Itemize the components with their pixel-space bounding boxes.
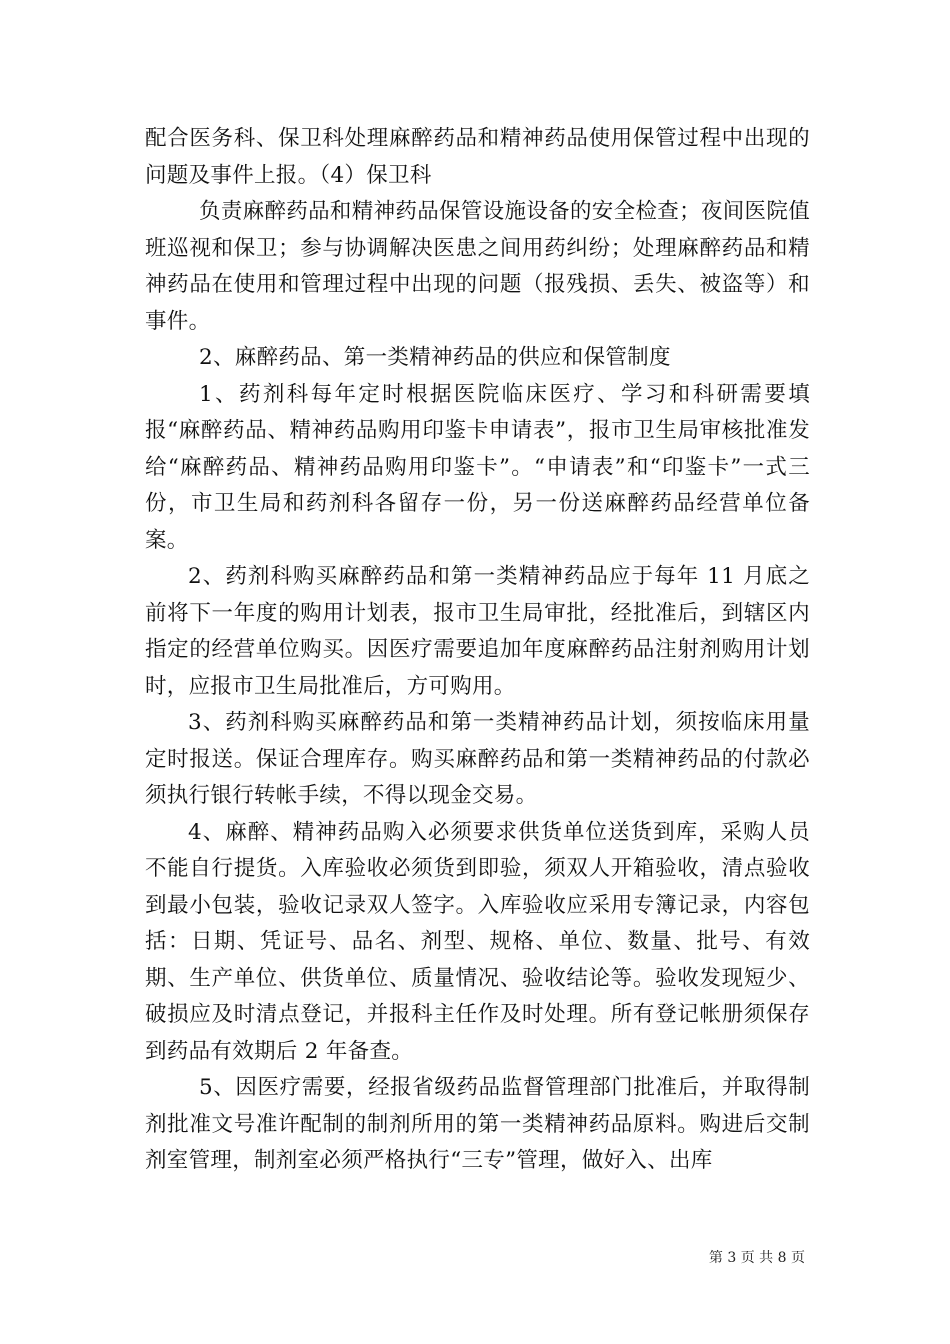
paragraph-item-4: 4、麻醉、精神药品购入必须要求供货单位送货到库，采购人员不能自行提货。入库验收必须货到即验，须双人开箱验收，清点验收到最小包装，验收记录双人签字。入库验收应采用专簿记录，内容包括：日期、凭证号、品名、剂型、规格、单位、数量、批号、有效期、生产单位、供货单位、质量情况、验收结论等。验收发现短少、破损应及时清点登记，并报科主任作及时处理。所有登记帐册须保存到药品有效期后 2 年备查。 [145,819,810,1064]
paragraph-item-2: 2、药剂科购买麻醉药品和第一类精神药品应于每年 11 月底之前将下一年度的购用计划表，报市卫生局审批，经批准后，到辖区内指定的经营单位购买。因医疗需要追加年度麻醉药品注射剂购用计划时，应报市卫生局批准后，方可购用。 [145,564,810,699]
paragraph-item-5: 5、因医疗需要，经报省级药品监督管理部门批准后，并取得制剂批准文号准许配制的制剂所用的第一类精神药品原料。购进后交制剂室管理，制剂室必须严格执行“三专”管理，做好入、出库 [145,1075,810,1173]
paragraph-continuation: 配合医务科、保卫科处理麻醉药品和精神药品使用保管过程中出现的问题及事件上报。（4）保卫科 [145,126,810,188]
paragraph-security-duties: 负责麻醉药品和精神药品保管设施设备的安全检查；夜间医院值班巡视和保卫；参与协调解决医患之间用药纠纷；处理麻醉药品和精神药品在使用和管理过程中出现的问题（报残损、丢失、被盗等）和事件。 [145,199,810,334]
section-heading: 2、麻醉药品、第一类精神药品的供应和保管制度 [199,345,671,370]
page-number-footer: 第 3 页 共 8 页 [708,1250,805,1266]
document-body [145,121,810,1180]
paragraph-item-3: 3、药剂科购买麻醉药品和第一类精神药品计划，须按临床用量定时报送。保证合理库存。购买麻醉药品和第一类精神药品的付款必须执行银行转帐手续，不得以现金交易。 [145,710,810,808]
paragraph-item-1: 1、药剂科每年定时根据医院临床医疗、学习和科研需要填报“麻醉药品、精神药品购用印鉴卡申请表”，报市卫生局审核批准发给“麻醉药品、精神药品购用印鉴卡”。“申请表”和“印鉴卡”一式三份，市卫生局和药剂科各留存一份，另一份送麻醉药品经营单位备案。 [145,381,810,553]
